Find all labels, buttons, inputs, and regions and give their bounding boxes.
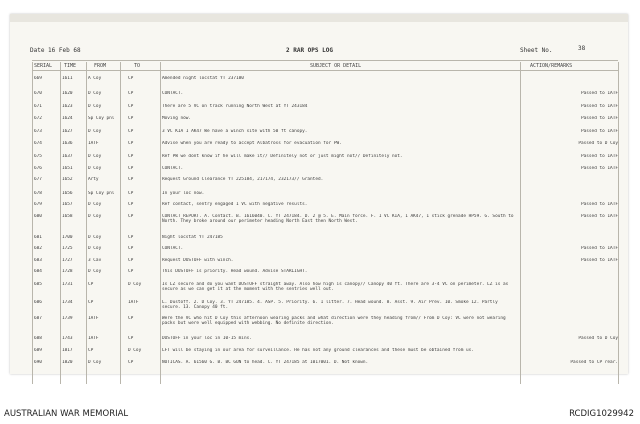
cell-serial: 670 [34, 91, 42, 96]
cell-serial: 689 [34, 348, 42, 353]
column-header-to: TO [134, 63, 141, 69]
cell-remarks: Passed to D Coy [578, 141, 618, 146]
cell-serial: 678 [34, 191, 42, 196]
column-divider [160, 62, 161, 384]
cell-detail: Ref PW we dont know if he will make it// Definitely not or just might not// Definitely not. [162, 154, 403, 159]
page-title: 2 RAR OPS LOG [286, 47, 333, 54]
cell-time: 1739 [62, 316, 73, 321]
column-divider [86, 62, 87, 384]
cell-to: D Coy [128, 282, 142, 287]
cell-serial: 680 [34, 214, 42, 219]
cell-from: Arty [88, 177, 99, 182]
cell-serial: 676 [34, 166, 42, 171]
cell-time: 1820 [62, 360, 73, 365]
cell-remarks: Passed to 1ATF [580, 202, 618, 207]
column-divider [32, 62, 33, 384]
cell-serial: 683 [34, 258, 42, 263]
cell-serial: 684 [34, 269, 42, 274]
cell-detail: Request DUSTOFF with winch. [162, 258, 234, 263]
cell-from: A Coy [88, 76, 102, 81]
cell-detail: Were the VC who hit D Coy this afternoon wearing packs and what direction were they heading from// From D Coy: VC were not wearing packs but were well equipped with webbing. No definite direction. [162, 316, 506, 326]
cell-time: 1817 [62, 348, 73, 353]
cell-time: 1725 [62, 246, 73, 251]
cell-to: CP [128, 191, 134, 196]
cell-from: D Coy [88, 202, 102, 207]
sheet-top-margin [10, 14, 628, 22]
cell-detail: CONTACT. [162, 91, 184, 96]
cell-time: 1620 [62, 91, 73, 96]
cell-to: CP [128, 166, 134, 171]
cell-serial: 673 [34, 129, 42, 134]
cell-to: CP [128, 360, 134, 365]
cell-time: 1623 [62, 104, 73, 109]
cell-detail: In your loc now. [162, 191, 205, 196]
cell-from: CP [88, 300, 94, 305]
cell-to: CP [128, 269, 134, 274]
cell-from: CP [88, 282, 94, 287]
cell-to: D Coy [128, 348, 142, 353]
cell-serial: 679 [34, 202, 42, 207]
archive-credit: AUSTRALIAN WAR MEMORIAL [4, 409, 129, 419]
column-divider [520, 62, 521, 384]
cell-detail: Request Ground Clearance YT 225184, 217174, 232173// Granted. [162, 177, 324, 182]
cell-time: 1656 [62, 191, 73, 196]
cell-detail: 3 VC KIA 1 AK47 We have a winch site with 50 ft canopy. [162, 129, 308, 134]
cell-from: 1ATF [88, 316, 99, 321]
cell-time: 1700 [62, 235, 73, 240]
cell-detail: DUSTOFF in your loc in 10-15 mins. [162, 336, 252, 341]
cell-serial: 686 [34, 300, 42, 305]
cell-from: D Coy [88, 235, 102, 240]
cell-to: CP [128, 141, 134, 146]
cell-remarks: Passed to 1ATF [580, 116, 618, 121]
cell-serial: 671 [34, 104, 42, 109]
cell-from: Sp Coy pnl [88, 191, 115, 196]
column-header-subject: SUBJECT OR DETAIL [310, 63, 362, 69]
cell-time: 1637 [62, 154, 73, 159]
column-divider [60, 62, 61, 384]
cell-detail: L. Dustoff. 2. D Coy. 3. YT 247185. 4. ASP. 5. Priority. 6. 1 litter. 7. Head wound. 8. Asst. 9. Air Prev. 10. Smoke 12. Partly secure. 13. Canopy 40 ft. [162, 300, 498, 310]
cell-serial: 674 [34, 141, 42, 146]
cell-detail: NOTICAS. A. 61560 G. B. BC GUN to head. C. YT 247185 at 1017001. D. Not known. [162, 360, 369, 365]
cell-from: D Coy [88, 246, 102, 251]
cell-time: 1728 [62, 269, 73, 274]
cell-serial: 677 [34, 177, 42, 182]
cell-to: CP [128, 246, 134, 251]
column-divider [618, 62, 619, 384]
cell-to: CP [128, 214, 134, 219]
cell-remarks: Passed to 1ATF [580, 214, 618, 219]
table-top-line [32, 60, 618, 61]
cell-detail: Moving now. [162, 116, 192, 121]
cell-from: 1ATF [88, 336, 99, 341]
cell-from: D Coy [88, 214, 102, 219]
cell-remarks: Passed to 1ATF [580, 129, 618, 134]
cell-from: D Coy [88, 269, 102, 274]
cell-from: Sp Coy pnl [88, 116, 115, 121]
cell-detail: Ref contact, sentry engaged 1 VC with negative results. [162, 202, 308, 207]
cell-to: CP [128, 104, 134, 109]
cell-remarks: Passed to 1ATF [580, 258, 618, 263]
date-label: Date 16 Feb 68 [30, 47, 81, 54]
cell-to: CP [128, 235, 134, 240]
cell-to: CP [128, 129, 134, 134]
cell-to: CP [128, 258, 134, 263]
column-header-serial: SERIAL [34, 63, 53, 69]
cell-from: D Coy [88, 129, 102, 134]
cell-serial: 672 [34, 116, 42, 121]
cell-serial: 688 [34, 336, 42, 341]
cell-time: 1731 [62, 282, 73, 287]
cell-time: 1657 [62, 202, 73, 207]
cell-time: 1658 [62, 214, 73, 219]
cell-time: 1734 [62, 300, 73, 305]
cell-serial: 685 [34, 282, 42, 287]
cell-detail: Is LZ secure and do you want DUSTOFF straight away. Also how high is canopy// Canopy 40 ft. There are 3-4 VC on perimeter. LZ is as secure as we can get it at the moment with the sentries well out. [162, 282, 509, 292]
cell-remarks: Passed to 1ATF [580, 104, 618, 109]
column-header-time: TIME [64, 63, 77, 69]
cell-serial: 682 [34, 246, 42, 251]
cell-detail: CONTACT. [162, 166, 184, 171]
cell-detail: This DUSTOFF is priority. Head wound. Advise STARLIGHT. [162, 269, 308, 274]
cell-remarks: Passed to D Coy [578, 336, 618, 341]
cell-from: 1ATF [88, 141, 99, 146]
cell-to: CP [128, 336, 134, 341]
cell-to: CP [128, 116, 134, 121]
sheet-number-label: Sheet No. [520, 47, 553, 54]
cell-from: D Coy [88, 166, 102, 171]
cell-serial: 690 [34, 360, 42, 365]
cell-to: CP [128, 177, 134, 182]
cell-to: CP [128, 76, 134, 81]
cell-from: CP [88, 348, 94, 353]
cell-time: 1627 [62, 129, 73, 134]
cell-remarks: Passed to 1ATF [580, 246, 618, 251]
cell-from: D Coy [88, 360, 102, 365]
cell-serial: 675 [34, 154, 42, 159]
cell-detail: Night locstat YT 247185 [162, 235, 223, 240]
column-divider [120, 62, 121, 384]
record-id: RCDIG1029942 [569, 409, 634, 419]
cell-remarks: Passed to 1ATF [580, 91, 618, 96]
cell-time: 1727 [62, 258, 73, 263]
cell-serial: 681 [34, 235, 42, 240]
cell-remarks: Passed to CP rear. [570, 360, 618, 365]
cell-to: CP [128, 316, 134, 321]
cell-to: CP [128, 202, 134, 207]
cell-detail: There are 5 VC on track running North West at YT 243184 [162, 104, 308, 109]
cell-time: 1636 [62, 141, 73, 146]
log-sheet [10, 14, 628, 374]
cell-time: 1611 [62, 76, 73, 81]
column-header-from: FROM [94, 63, 107, 69]
cell-from: D Coy [88, 91, 102, 96]
cell-detail: Amended night locstat YT 237180 [162, 76, 244, 81]
cell-serial: 669 [34, 76, 42, 81]
cell-remarks: Passed to 1ATF [580, 166, 618, 171]
cell-detail: LFT will be staying in our area for surveillance. He has not any ground clearances and these must be obtained from us. [162, 348, 474, 353]
page-number: 38 [578, 45, 586, 52]
cell-detail: Advise when you are ready to accept Albatross for evacuation for PW. [162, 141, 342, 146]
cell-from: D Coy [88, 154, 102, 159]
cell-time: 1651 [62, 166, 73, 171]
cell-from: D Coy [88, 104, 102, 109]
cell-serial: 687 [34, 316, 42, 321]
cell-time: 1743 [62, 336, 73, 341]
cell-to: CP [128, 154, 134, 159]
cell-detail: CONTACT. [162, 246, 184, 251]
column-header-remarks: ACTION/REMARKS [530, 63, 573, 69]
cell-detail: CONTACT REPORT. A. Contact. B. 1616040. C. YT 247184. D. 2 @ 5. E. Main force. F. 1 VC KIA, 1 AK47, 1 stick grenade HP59. G. South to North. They broke around our perimeter heading North East then North West. [162, 214, 514, 224]
cell-to: 1ATF [128, 300, 139, 305]
cell-from: 3 Cav [88, 258, 102, 263]
cell-time: 1652 [62, 177, 73, 182]
cell-to: CP [128, 91, 134, 96]
cell-remarks: Passed to 1ATF [580, 154, 618, 159]
cell-time: 1624 [62, 116, 73, 121]
